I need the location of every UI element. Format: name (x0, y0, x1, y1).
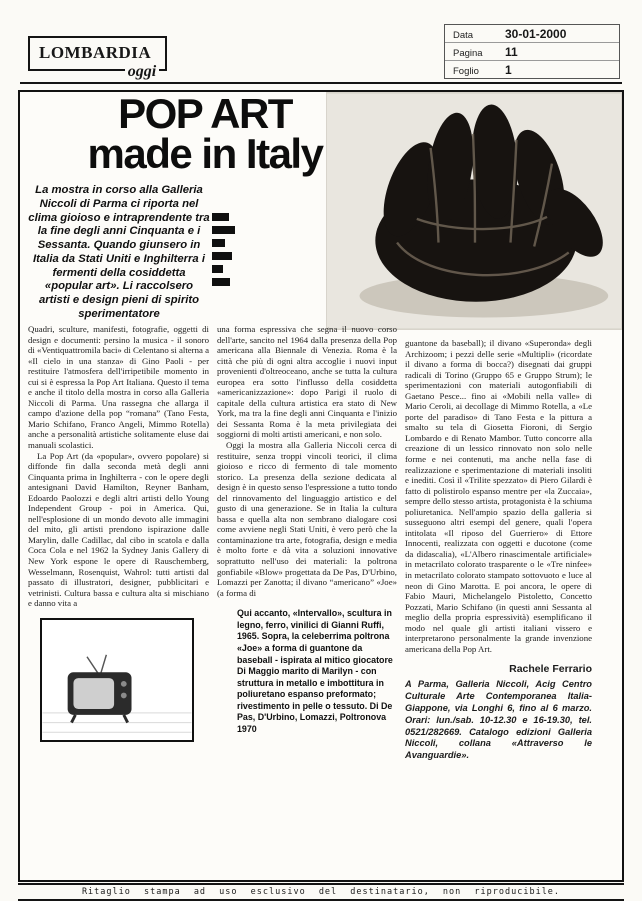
clipping-meta-table (444, 24, 620, 79)
intervallo-sculpture-photo (40, 618, 194, 742)
header-divider (20, 82, 622, 84)
author-byline: Rachele Ferrario (509, 663, 592, 676)
meta-row-page (445, 43, 619, 61)
body-paragraph: Quadri, sculture, manifesti, fotografie, oggetti di design e documenti: persino la musica - il sonoro di «Ventiquattromila baci» di Celentano si alterna a «Il cielo in una stanza» di Gino Paoli - per restituire l'atmosfera dell'irripetibile momento in cui si è espressa la Pop Art Italiana. Questo il tema e anche il titolo della mostra in corso alla Galleria Niccoli di Parma. Una rassegna che allarga il campo d'azione della pop “romana” (Tano Festa, Mario Schifano, Franco Angeli, Mimmo Rotella) anche a personalità artistiche solitamente eluse dai manuali scolastici. (28, 324, 210, 451)
newspaper-logo (28, 36, 167, 80)
lead-paragraph: La mostra in corso alla Galleria Niccoli di Parma ci riporta nel clima gioioso e intraprendente tra la fine degli anni Cinquanta e i Sessanta. Quando giunsero in Italia da Stati Uniti e Inghilterra i fermenti della cosiddetta «popular art». Li raccolsero artisti e design pieni di spirito sperimentatore (28, 184, 210, 321)
photo-caption: Qui accanto, «Intervallo», scultura in legno, ferro, vinilici di Gianni Ruffi, 1965. Sopra, la celeberrima poltrona «Joe» a forma di guantone da baseball - ispirata al mitico giocatore Di Maggio marito di Marilyn - con struttura in metallo e imbottitura in poliuretano espanso preformato; rivestimento in pelle o tessuto. Di De Pas, D'Urbino, Lomazzi, Poltronova 1970 (237, 608, 393, 734)
body-column-2 (217, 324, 397, 736)
print-artifact-bar (212, 239, 225, 247)
print-artifact-bar (212, 213, 229, 221)
meta-value-sheet: 1 (505, 63, 512, 77)
article-frame (18, 90, 624, 882)
meta-row-sheet (445, 61, 619, 78)
print-artifact-bar (212, 252, 232, 260)
print-artifact-bar (212, 265, 223, 273)
newspaper-logo-oggi: oggi (125, 64, 159, 80)
joe-sofa-photo (326, 92, 622, 330)
body-column-1 (28, 324, 209, 742)
article-title-line1: POP ART (118, 90, 292, 137)
exhibition-info: A Parma, Galleria Niccoli, Acig Centro Culturale Arte Contemporanea Italia-Giappone, via Longhi 6, fino al 6 marzo. Orari: lun./sab. 10-12.30 e 16-19.30, tel. 0521/282669. Catalogo edizioni Galleria Niccoli, collana «Attraverso le Avanguardie». (405, 679, 592, 761)
meta-label-date: Data (453, 30, 474, 41)
body-paragraph: una forma espressiva che segna il nuovo corso dell'arte, sancito nel 1964 dalla presenza della Pop americana alla Biennale di Venezia. Roma è la città che più di ogni altra accoglie i nuovi input provenienti d'oltreoceano, anche se tutta la cultura europea era sotto l'influsso della cosiddetta «americanizzazione»: dopo Parigi il ruolo di capitale della cultura artistica era stato di New York, ma tra la fine degli anni Cinquanta e l'inizio dei Sessanta Roma è la meta privilegiata dei soggiorni di molti artisti americani, e non solo. (217, 324, 397, 440)
tv-sculpture-illustration (42, 620, 192, 740)
print-artifact-bar (212, 226, 235, 234)
article-title-line2: made in Italy (87, 129, 323, 177)
clipping-disclaimer: Ritaglio stampa ad uso esclusivo del destinatario, non riproducibile. (18, 883, 624, 901)
body-paragraph: Oggi la mostra alla Galleria Niccoli cerca di restituire, senza troppi vincoli teorici, il clima gioioso e ricco di fermento di tale momento storico. La presenza della sezione dedicata al design è in questo senso l'espressione a tutto tondo del rinnovamento del linguaggio artistico e del gusto di una generazione. Se in Italia la cultura bassa e quella alta non sembrano dialogare così come avviene negli Stati Uniti, è vero però che la contaminazione tra arte, fotografia, design e media è molto forte e dà vita a soluzioni innovative soprattutto nell'uso dei materiali: la poltrona gonfiabile «Blow» progettata da De Pas, D'Urbino, Lomazzi per Zanotta; il divano “americano” «Joe» (a forma di (217, 440, 397, 598)
meta-value-page: 11 (505, 45, 518, 59)
print-artifact-bar (212, 278, 230, 286)
meta-label-page: Pagina (453, 48, 483, 59)
meta-row-date (445, 25, 619, 43)
newspaper-logo-name: LOMBARDIA (39, 43, 152, 62)
meta-value-date: 30-01-2000 (505, 27, 567, 41)
body-paragraph: guantone da baseball); il divano «Superonda» degli Archizoom; i pezzi delle serie «Multipli» (ricordate il divano a forma di bocca?) disegnati dai gruppi radicali di Torino (Gruppo 65 e Gruppo Strum); le sperimentazioni con materiali autogonfiabili di Gaetano Pesce... fino ai «Mobili nella valle» di Mario Ceroli, ai decollage di Mimmo Rotella, a «Le porte del paradiso» di Tano Festa e la pittura a smalto su tela di Giosetta Fioroni, di Sergio Lombardo e di Renato Mambor. Tutto concorre alla creazione di un lessico rinnovato non solo nelle forme e nei contenuti, ma anche nella fase di realizzazione e sperimentazione di materiali insoliti e inediti. Così il «Trilite spezzato» di Piero Gilardi è fatto di polistirolo espanso mentre per «la Zuccaia», sempre dello stesso artista, protagonista è la schiuma poliuretanica. Nell'ampio spazio della galleria si susseguono altri esempi del genere, quali l'opera intitolata «Il riposo del Guerriero» di Ettore Innocenti, realizzata con oggetti e ducotone (come da didascalia), «L'Albero rinascimentale artificiale» in metacrilato colorato trasparente o le «Tre ninfee» in metacrilato colorato stampato sottovuoto e luce al neon di Gino Marotta. E poi ancora, le opere di Fabio Mauri, Michelangelo Pistoletto, Concetto Pozzati, Mario Schifano (in questi anni Sessanta al meglio della propria espressività) esemplificano il modo nel quale gli artisti italiani vissero e interpretarono personalmente la grande invenzione americana della Pop Art. (405, 338, 592, 654)
body-column-3 (405, 338, 592, 762)
baseball-glove-illustration (326, 92, 622, 330)
meta-label-sheet: Foglio (453, 66, 479, 77)
body-paragraph: La Pop Art (da «popular», ovvero popolare) si diffonde fin dalla seconda metà degli anni Cinquanta prima in Inghilterra - con le opere degli antesignani David Hamilton, Reyner Banham, Edoardo Paolozzi e degli altri artisti dello Young Independent Group - poi in America. Qui, nell'esplosione di un mondo devoto alle immagini del mito, gli artisti prendono ispirazione dalle Marylin, dalle Cadillac, dal cibo in scatola e dalla Coca Cola e nel 1962 la Sydney Janis Gallery di New York espone le opere di Rauschemberg, Wesselmann, Rosenquist, Wahrol: tutti artisti dal passato di illustratori, designer, pubblicitari e vetrinisti. Cultura bassa e cultura alta si mischiano e danno vita a (28, 450, 209, 609)
article-title (55, 90, 355, 177)
